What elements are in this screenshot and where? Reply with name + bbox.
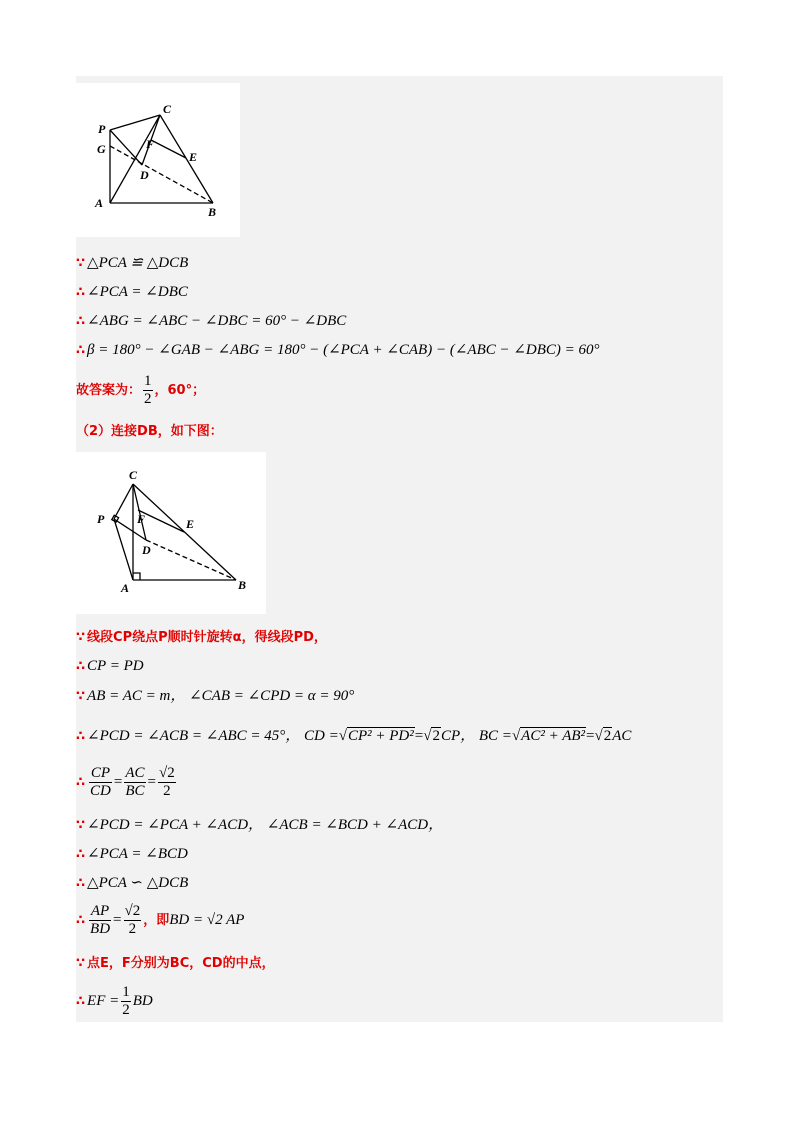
line-1-text: △PCA ≌ △DCB	[87, 255, 189, 271]
because-symbol: ∵	[76, 256, 86, 271]
line-16-text: 点E，F分别为BC，CD的中点，	[87, 956, 275, 971]
line-11	[76, 765, 178, 805]
fig1-label-F: F	[146, 137, 155, 151]
cd-radicand: CP² + PD²	[347, 728, 414, 744]
geometry-figure-1	[76, 83, 240, 237]
geometry-figure-2	[76, 452, 266, 614]
fig1-label-G: G	[97, 142, 106, 156]
line-17-lhs: EF =	[87, 992, 120, 1009]
ratio-value-den: 2	[163, 783, 171, 799]
fig2-label-P: P	[97, 512, 105, 526]
ratio-eq-2: =	[147, 773, 156, 790]
ratio-cp-cd	[89, 765, 112, 800]
ratio-cp: CP	[90, 765, 111, 781]
line-14	[76, 873, 188, 894]
therefore-symbol: ∴	[76, 876, 86, 891]
fig1-edge-CB	[160, 115, 213, 203]
fig1-edge-PD	[110, 130, 142, 165]
line-14-text: △PCA ∽ △DCB	[87, 875, 189, 891]
fig2-edge-PC	[114, 484, 133, 519]
line-16	[76, 953, 275, 974]
cd-eq: =	[414, 728, 424, 744]
line-4	[76, 340, 600, 361]
fig2-right-angle-A	[133, 573, 140, 580]
fig2-label-D: D	[142, 543, 151, 557]
bc-formula-rhs: AC	[612, 728, 632, 744]
ratio-value	[158, 765, 176, 800]
bc-radicand: AC² + AB²	[521, 728, 586, 744]
fig1-label-C: C	[163, 102, 172, 116]
therefore-symbol: ∴	[76, 774, 86, 790]
ratio-value-2-num: √2	[124, 903, 141, 919]
fig2-edge-CB	[133, 484, 236, 580]
bc-formula-lhs: BC =	[478, 728, 512, 744]
line-2-text: ∠PCA = ∠DBC	[87, 284, 188, 300]
figure-1-svg	[76, 83, 240, 237]
ratio-ac: AC	[125, 765, 145, 781]
fig1-label-A: A	[95, 196, 104, 210]
bc-eq: =	[586, 728, 595, 744]
fig2-label-C: C	[129, 468, 138, 482]
cd-radicand2: 2	[432, 728, 440, 744]
fig2-label-B: B	[238, 578, 247, 592]
line-5-answer	[76, 373, 205, 408]
line-8	[76, 656, 144, 677]
because-symbol: ∵	[76, 818, 86, 833]
fig2-label-F: F	[137, 512, 146, 526]
ratio-eq-1: =	[113, 773, 123, 790]
cd-sqrt: √CP² + PD²	[338, 728, 414, 744]
line-13-text: ∠PCA = ∠BCD	[87, 846, 188, 862]
fig1-label-P: P	[98, 122, 106, 136]
answer-numerator: 1	[144, 373, 152, 389]
line-12-text: ∠PCD = ∠PCA + ∠ACD， ∠ACB = ∠BCD + ∠ACD，	[87, 817, 444, 833]
ratio-cd: CD	[90, 783, 111, 799]
line-9-text: AB = AC = m， ∠CAB = ∠CPD = α = 90°	[87, 688, 355, 704]
line-10-angles: ∠PCD = ∠ACB = ∠ABC = 45°，	[87, 728, 301, 744]
ratio-value-2	[124, 903, 142, 938]
bc-sqrt: √AC² + AB²	[511, 728, 586, 744]
because-symbol: ∵	[76, 689, 86, 704]
line-3-text: ∠ABG = ∠ABC − ∠DBC = 60° − ∠DBC	[87, 313, 347, 329]
line-7-text: 线段CP绕点P顺时针旋转α，得线段PD，	[87, 630, 327, 645]
ratio-ap: AP	[90, 903, 110, 919]
fig2-edge-PA	[114, 519, 133, 580]
ratio-bd: BD	[90, 921, 111, 937]
fig1-label-E: E	[189, 150, 198, 164]
line-2	[76, 282, 188, 303]
half-fraction	[121, 984, 131, 1019]
answer-denominator: 2	[144, 391, 152, 407]
ratio-ac-bc	[124, 765, 145, 800]
therefore-symbol: ∴	[76, 343, 86, 358]
fig2-label-A: A	[121, 581, 130, 595]
ratio-ap-bd	[89, 903, 111, 938]
cd-formula-lhs: CD =	[304, 728, 339, 744]
therefore-symbol: ∴	[76, 659, 86, 674]
because-symbol: ∵	[76, 956, 86, 971]
figure-2-svg	[76, 452, 266, 614]
line-7	[76, 627, 327, 648]
line-15	[76, 903, 244, 943]
bc-sqrt2: √2	[594, 728, 612, 744]
line-13	[76, 844, 188, 865]
therefore-symbol: ∴	[76, 993, 86, 1009]
line-17-rhs: BD	[132, 992, 153, 1009]
line-12	[76, 815, 443, 836]
answer-prefix: 故答案为：	[76, 382, 142, 398]
line-10	[76, 726, 631, 747]
therefore-symbol: ∴	[76, 847, 86, 862]
answer-suffix: ，60°；	[154, 382, 206, 398]
therefore-symbol: ∴	[76, 729, 86, 744]
line-9	[76, 686, 354, 707]
line-8-text: CP = PD	[87, 658, 144, 674]
ratio-bc: BC	[125, 783, 145, 799]
therefore-symbol: ∴	[76, 314, 86, 329]
half-num: 1	[122, 984, 130, 1000]
line-6-part2-heading	[76, 421, 223, 442]
cd-formula-rhs: CP，	[440, 728, 476, 744]
ratio-value-2-den: 2	[128, 921, 137, 937]
cd-sqrt2: √2	[423, 728, 440, 744]
fig2-edge-DB	[146, 540, 236, 580]
fig1-label-D: D	[140, 168, 149, 182]
ratio-eq-3: =	[113, 911, 122, 928]
fig1-label-B: B	[208, 205, 217, 219]
answer-fraction	[143, 373, 153, 408]
because-symbol: ∵	[76, 630, 86, 645]
half-den: 2	[122, 1002, 130, 1018]
line-15-mid: ，即	[143, 912, 170, 928]
bc-radicand2: 2	[603, 728, 612, 744]
therefore-symbol: ∴	[76, 285, 86, 300]
line-4-text: β = 180° − ∠GAB − ∠ABG = 180° − (∠PCA + ∠CAB) − (∠ABC − ∠DBC) = 60°	[87, 342, 600, 358]
line-3	[76, 311, 346, 332]
line-17	[76, 984, 153, 1024]
ratio-value-num: √2	[159, 765, 175, 781]
therefore-symbol: ∴	[76, 912, 86, 928]
line-1	[76, 253, 188, 274]
part2-heading: （2）连接DB，如下图：	[76, 424, 223, 439]
fig2-label-E: E	[186, 517, 195, 531]
line-15-rest: BD = √2 AP	[169, 911, 245, 928]
